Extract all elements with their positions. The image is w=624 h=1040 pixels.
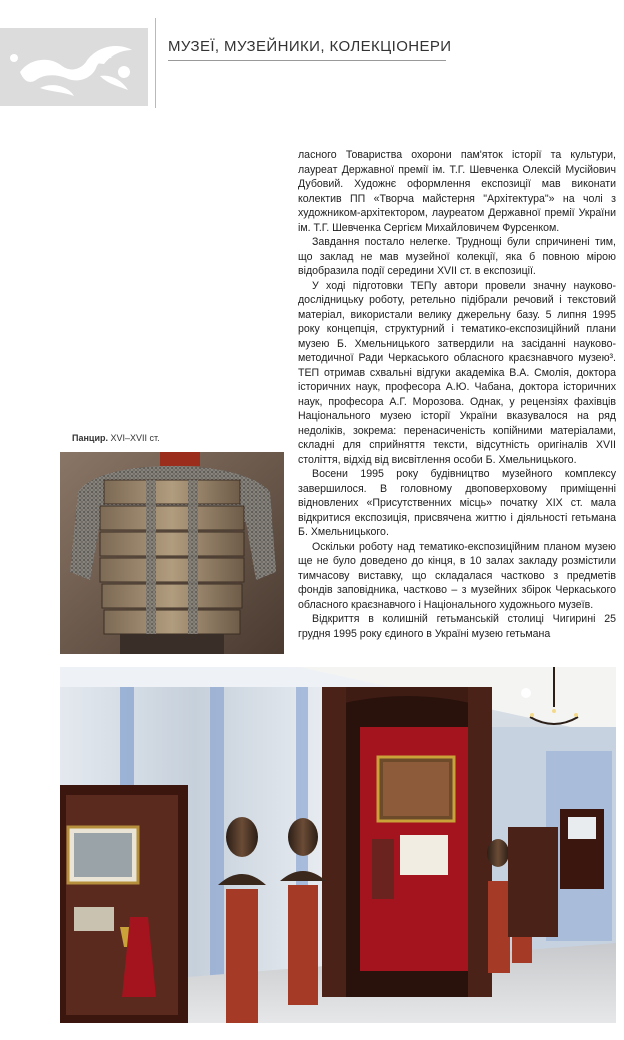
- paragraph: Завдання постало нелегке. Труднощі були спричинені тим, що заклад не мав музейної колекції, яка б повною мірою відобразила події середини XVII ст. в експозиції.: [298, 236, 616, 277]
- paragraph: Відкриття в колишній гетьманській столиці Чигирині 25 грудня 1995 року єдиного в Україні музею гетьмана: [298, 613, 616, 640]
- header-divider: [155, 18, 156, 108]
- museum-hall-photo: [60, 667, 616, 1023]
- paragraph: Восени 1995 року будівництво музейного комплексу завершилося. В головному двоповерховому приміщенні відновлених «Присутственних місць» початку XIX ст. мала відкритися експозиція, присвячена життю і діяльності гетьмана Б. Хмельницького.: [298, 468, 616, 538]
- header-rule: [168, 60, 446, 61]
- armor-photo: [60, 452, 284, 654]
- article-body: [298, 148, 616, 641]
- paragraph: У ході підготовки ТЕПу автори провели значну науково-дослідницьку роботу, ретельно підібрали речовий і текстовий матеріал, використали велику джерельну базу. 5 липня 1995 року концепція, структурний і тематико-експозиційний плани музею Б. Хмельницького затвердили на засіданні науково-методичної Ради Черкаського обласного краєзнавчого музею³. ТЕП отримав схвальні відгуки академіка В.А. Смолія, доктора історичних наук, професора А.Ю. Чабана, доктора історичних наук, професора А.Г. Морозова. Однак, у рецензіях фахівців Національного музею історії України вказувалося на ряд недоліків, зокрема: перенасиченість копійними матеріалами, складні для сприйняття тексти, відсутність оригіналів XVII століття, відхід від висвітлення особи Б. Хмельницького.: [298, 279, 616, 466]
- caption-date: XVI–XVII ст.: [107, 433, 160, 443]
- header-ornament: [0, 28, 148, 106]
- section-title: МУЗЕЇ, МУЗЕЙНИКИ, КОЛЕКЦІОНЕРИ: [168, 38, 452, 55]
- paragraph: ласного Товариства охорони пам'яток історії та культури, лауреат Державної премії ім. Т.Г. Шевченка Олексій Мусійович Дубовий. Художнє оформлення експозиції мав виконати колектив ПП «Творча майстерня "Архітектура"» на чолі з художником-архітектором, лауреатом Державної премії України ім. Т.Г. Шевченка Сергієм Михайловичем Фурсенком.: [298, 149, 616, 234]
- paragraph: Оскільки роботу над тематико-експозиційним планом музею ще не було доведено до кінця, в 10 залах закладу розмістили тимчасову виставку, що складалася частково з предметів фондів заповідника, частково – з музейних збірок Черкаського обласного краєзнавчого і Національного художнього музеїв.: [298, 540, 616, 611]
- figure-caption: [72, 433, 160, 443]
- floral-ornament-icon: [0, 28, 148, 106]
- caption-title: Панцир.: [72, 433, 108, 443]
